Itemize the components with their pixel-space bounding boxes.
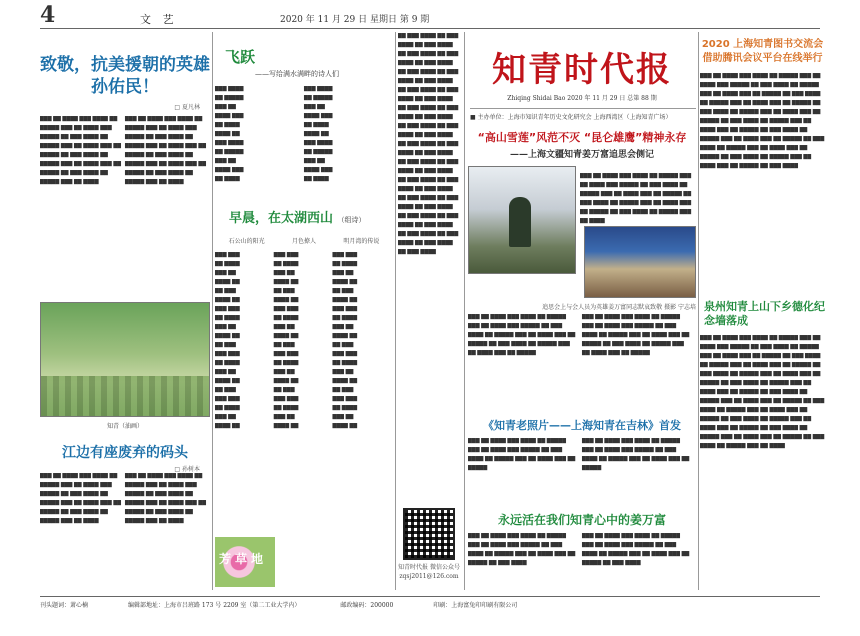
column-e	[700, 32, 825, 592]
photo-caption: 知青（油画）	[106, 423, 143, 430]
footer-printer: 印刷：上海富兔印印刷有限公司	[433, 602, 518, 609]
masthead-subtitle: Zhiqing Shidai Bao 2020 年 11 月 29 日 总第 88 期	[507, 95, 657, 102]
article-byline-2: □ 孙树本	[174, 466, 200, 473]
article-body: ▇▇▇ ▇▇ ▇▇▇▇ ▇▇▇ ▇▇▇▇ ▇▇ ▇▇▇▇▇ ▇▇▇ ▇▇ ▇▇▇▇ ▇▇▇ ▇▇▇▇▇ ▇▇ ▇▇▇ ▇▇▇▇ ▇▇ ▇▇▇▇▇ ▇▇▇ ▇▇ ▇▇▇▇ ▇▇▇ ▇▇ ▇▇▇▇▇ ▇▇ ▇▇▇ ▇▇▇▇ ▇▇ ▇▇▇▇▇ ▇▇▇ ▇▇ ▇▇▇▇ ▇▇▇ ▇▇ ▇▇▇▇▇ ▇▇ ▇▇▇ ▇▇▇▇ ▇▇ ▇▇▇▇▇ ▇▇▇ ▇▇ ▇▇▇▇ ▇▇▇ ▇▇ ▇▇▇▇ ▇▇▇ ▇▇▇▇ ▇▇ ▇▇▇▇▇ ▇▇▇ ▇▇ ▇▇▇▇ ▇▇▇ ▇▇▇▇▇ ▇▇ ▇▇▇ ▇▇▇▇ ▇▇ ▇▇▇▇▇ ▇▇▇ ▇▇ ▇▇▇▇ ▇▇▇ ▇▇ ▇▇▇▇▇ ▇▇ ▇▇▇ ▇▇▇▇ ▇▇ ▇▇▇▇▇ ▇▇▇ ▇▇ ▇▇▇▇ ▇▇▇ ▇▇ ▇▇▇▇▇ ▇▇ ▇▇▇ ▇▇▇▇ ▇▇ ▇▇▇▇▇ ▇▇▇ ▇▇ ▇▇▇▇	[40, 116, 207, 185]
article-headline-2: 江边有座废弃的码头	[62, 445, 188, 461]
footer-postcode: 邮政编码：200000	[340, 602, 394, 609]
poem-body: ▇▇▇ ▇▇▇▇ ▇▇ ▇▇▇▇▇ ▇▇▇ ▇▇ ▇▇▇▇ ▇▇▇ ▇▇ ▇▇▇▇ ▇▇▇▇ ▇▇ ▇▇▇ ▇▇▇▇ ▇▇ ▇▇▇▇▇ ▇▇▇ ▇▇ ▇▇▇▇ ▇▇▇ ▇▇ ▇▇▇▇ ▇▇▇ ▇▇▇▇ ▇▇ ▇▇▇▇▇ ▇▇▇ ▇▇ ▇▇▇▇ ▇▇▇ ▇▇ ▇▇▇▇ ▇▇▇▇ ▇▇ ▇▇▇ ▇▇▇▇ ▇▇ ▇▇▇▇▇ ▇▇▇ ▇▇ ▇▇▇▇ ▇▇▇ ▇▇ ▇▇▇▇	[215, 86, 333, 182]
page-footer	[40, 596, 820, 609]
poem-title: 飞跃	[225, 48, 256, 66]
poem-subtitle-1: 石公山的阳光	[228, 238, 265, 245]
memorial-headline: 永远活在我们知青心中的姜万富	[497, 513, 666, 527]
oil-painting-photo	[40, 302, 210, 417]
header-rule	[40, 28, 820, 29]
feature-block	[468, 166, 696, 296]
article-headline: 致敬，抗美援朝的英雄孙佑民！	[40, 55, 210, 97]
masthead: 知青时代报	[492, 50, 672, 90]
article-byline: □ 夏凡林	[174, 104, 200, 111]
column-c	[398, 32, 460, 592]
poem-title-2-note: （组诗）	[337, 216, 366, 224]
memorial-wall-body: ▇▇▇ ▇▇ ▇▇▇▇ ▇▇▇ ▇▇▇▇ ▇▇ ▇▇▇▇▇ ▇▇▇ ▇▇ ▇▇▇▇ ▇▇▇ ▇▇▇▇▇ ▇▇ ▇▇▇ ▇▇▇▇ ▇▇ ▇▇▇▇▇ ▇▇▇ ▇▇ ▇▇▇▇ ▇▇▇ ▇▇ ▇▇▇▇▇ ▇▇ ▇▇▇ ▇▇▇▇ ▇▇ ▇▇▇▇▇ ▇▇▇ ▇▇ ▇▇▇▇ ▇▇▇ ▇▇ ▇▇▇▇▇ ▇▇ ▇▇▇ ▇▇▇▇ ▇▇ ▇▇▇▇▇ ▇▇▇ ▇▇ ▇▇▇▇ ▇▇▇ ▇▇ ▇▇▇▇▇ ▇▇ ▇▇▇ ▇▇▇▇ ▇▇ ▇▇▇▇▇ ▇▇▇ ▇▇ ▇▇▇▇ ▇▇▇ ▇▇ ▇▇▇▇▇ ▇▇ ▇▇▇ ▇▇▇▇ ▇▇ ▇▇▇▇▇ ▇▇▇ ▇▇ ▇▇▇▇ ▇▇▇ ▇▇ ▇▇▇▇▇ ▇▇ ▇▇▇ ▇▇▇▇ ▇▇ ▇▇▇▇▇ ▇▇▇ ▇▇ ▇▇▇▇ ▇▇▇ ▇▇ ▇▇▇▇▇ ▇▇ ▇▇▇ ▇▇▇▇ ▇▇ ▇▇▇▇▇ ▇▇▇ ▇▇ ▇▇▇▇ ▇▇▇ ▇▇ ▇▇▇▇▇ ▇▇ ▇▇▇ ▇▇▇▇ ▇▇ ▇▇▇▇▇ ▇▇▇ ▇▇ ▇▇▇▇ ▇▇▇ ▇▇ ▇▇▇▇▇ ▇▇ ▇▇▇ ▇▇▇▇ ▇▇ ▇▇▇▇▇ ▇▇▇ ▇▇ ▇▇▇▇	[700, 335, 825, 449]
book-launch-body: ▇▇▇ ▇▇ ▇▇▇▇ ▇▇▇ ▇▇▇▇ ▇▇ ▇▇▇▇▇ ▇▇▇ ▇▇ ▇▇▇▇ ▇▇▇ ▇▇▇▇▇ ▇▇ ▇▇▇ ▇▇▇▇ ▇▇ ▇▇▇▇▇ ▇▇▇ ▇▇ ▇▇▇▇ ▇▇▇ ▇▇ ▇▇▇▇▇ ▇▇▇ ▇▇ ▇▇▇▇ ▇▇▇ ▇▇▇▇ ▇▇ ▇▇▇▇▇ ▇▇▇ ▇▇ ▇▇▇▇ ▇▇▇ ▇▇▇▇▇ ▇▇ ▇▇▇ ▇▇▇▇ ▇▇ ▇▇▇▇▇ ▇▇▇ ▇▇ ▇▇▇▇ ▇▇▇ ▇▇ ▇▇▇▇▇	[468, 438, 690, 471]
feature-body: ▇▇▇ ▇▇ ▇▇▇▇ ▇▇▇ ▇▇▇▇ ▇▇ ▇▇▇▇▇ ▇▇▇ ▇▇ ▇▇▇▇ ▇▇▇ ▇▇▇▇▇ ▇▇ ▇▇▇ ▇▇▇▇ ▇▇ ▇▇▇▇▇ ▇▇▇ ▇▇ ▇▇▇▇ ▇▇▇ ▇▇ ▇▇▇▇▇ ▇▇ ▇▇▇ ▇▇▇▇ ▇▇ ▇▇▇▇▇ ▇▇▇ ▇▇ ▇▇▇▇ ▇▇▇ ▇▇ ▇▇▇▇▇ ▇▇ ▇▇▇ ▇▇▇▇ ▇▇ ▇▇▇▇▇ ▇▇▇ ▇▇ ▇▇▇▇	[580, 173, 692, 224]
photo-figure	[509, 197, 531, 247]
organizer-line: ■ 主办单位：上海市知识青年历史文化研究会 上海西湾区（上海知青广场）	[470, 108, 696, 121]
column-divider	[212, 32, 213, 590]
feature-photo	[468, 166, 576, 274]
issue-date: 2020 年 11 月 29 日 星期日 第 9 期	[280, 15, 430, 25]
column-d	[468, 32, 696, 592]
footer-address: 编辑部地址：上海市吕班路 173 号 2209 室（第二工业大学内）	[128, 602, 301, 609]
poem-subtitle-3: 明月湾的传说	[343, 238, 380, 245]
footer-editor: 刊头题词：萧心楠	[40, 602, 89, 609]
conference-body: ▇▇▇ ▇▇ ▇▇▇▇ ▇▇▇ ▇▇▇▇ ▇▇ ▇▇▇▇▇ ▇▇▇ ▇▇ ▇▇▇▇ ▇▇▇ ▇▇▇▇▇ ▇▇ ▇▇▇ ▇▇▇▇ ▇▇ ▇▇▇▇▇ ▇▇▇ ▇▇ ▇▇▇▇ ▇▇▇ ▇▇ ▇▇▇▇▇ ▇▇ ▇▇▇ ▇▇▇▇ ▇▇ ▇▇▇▇▇ ▇▇▇ ▇▇ ▇▇▇▇ ▇▇▇ ▇▇ ▇▇▇▇▇ ▇▇ ▇▇▇ ▇▇▇▇ ▇▇ ▇▇▇▇▇ ▇▇▇ ▇▇ ▇▇▇▇ ▇▇▇ ▇▇ ▇▇▇▇▇ ▇▇ ▇▇▇ ▇▇▇▇ ▇▇ ▇▇▇▇▇ ▇▇▇ ▇▇ ▇▇▇▇ ▇▇▇ ▇▇ ▇▇▇▇▇ ▇▇ ▇▇▇ ▇▇▇▇ ▇▇ ▇▇▇▇▇ ▇▇▇ ▇▇ ▇▇▇▇ ▇▇▇ ▇▇ ▇▇▇▇▇ ▇▇ ▇▇▇ ▇▇▇▇ ▇▇ ▇▇▇▇▇ ▇▇▇ ▇▇ ▇▇▇▇ ▇▇▇ ▇▇ ▇▇▇▇▇ ▇▇ ▇▇▇ ▇▇▇▇ ▇▇ ▇▇▇▇▇ ▇▇▇ ▇▇ ▇▇▇▇ ▇▇▇ ▇▇ ▇▇▇▇▇ ▇▇ ▇▇▇ ▇▇▇▇	[700, 73, 825, 169]
poem-subtitle-2: 月色撩人	[291, 238, 316, 245]
poem-title-2-text: 早晨，在太湖西山	[229, 211, 334, 226]
feature-body-2: ▇▇▇ ▇▇ ▇▇▇▇ ▇▇▇ ▇▇▇▇ ▇▇ ▇▇▇▇▇ ▇▇▇ ▇▇ ▇▇▇▇ ▇▇▇ ▇▇▇▇▇ ▇▇ ▇▇▇ ▇▇▇▇ ▇▇ ▇▇▇▇▇ ▇▇▇ ▇▇ ▇▇▇▇ ▇▇▇ ▇▇ ▇▇▇▇▇ ▇▇ ▇▇▇ ▇▇▇▇ ▇▇ ▇▇▇▇▇ ▇▇▇ ▇▇ ▇▇▇▇ ▇▇▇ ▇▇ ▇▇▇▇▇ ▇▇▇ ▇▇ ▇▇▇▇ ▇▇▇ ▇▇▇▇ ▇▇ ▇▇▇▇▇ ▇▇▇ ▇▇ ▇▇▇▇ ▇▇▇ ▇▇▇▇▇ ▇▇ ▇▇▇ ▇▇▇▇ ▇▇ ▇▇▇▇▇ ▇▇▇ ▇▇ ▇▇▇▇ ▇▇▇ ▇▇ ▇▇▇▇▇ ▇▇ ▇▇▇ ▇▇▇▇ ▇▇ ▇▇▇▇▇ ▇▇▇ ▇▇ ▇▇▇▇ ▇▇▇ ▇▇ ▇▇▇▇▇	[468, 314, 690, 356]
flower-title: 芳草地	[219, 552, 268, 566]
column-divider	[464, 32, 465, 590]
painting-field	[41, 376, 209, 416]
memorial-body: ▇▇▇ ▇▇ ▇▇▇▇ ▇▇▇ ▇▇▇▇ ▇▇ ▇▇▇▇▇ ▇▇▇ ▇▇ ▇▇▇▇ ▇▇▇ ▇▇▇▇▇ ▇▇ ▇▇▇ ▇▇▇▇ ▇▇ ▇▇▇▇▇ ▇▇▇ ▇▇ ▇▇▇▇ ▇▇▇ ▇▇ ▇▇▇▇▇ ▇▇ ▇▇▇ ▇▇▇▇ ▇▇▇ ▇▇ ▇▇▇▇ ▇▇▇ ▇▇▇▇ ▇▇ ▇▇▇▇▇ ▇▇▇ ▇▇ ▇▇▇▇ ▇▇▇ ▇▇▇▇▇ ▇▇ ▇▇▇ ▇▇▇▇ ▇▇ ▇▇▇▇▇ ▇▇▇ ▇▇ ▇▇▇▇ ▇▇▇ ▇▇ ▇▇▇▇▇ ▇▇ ▇▇▇ ▇▇▇▇	[468, 533, 690, 566]
poem-subtitles	[215, 234, 393, 247]
ceremony-photo	[584, 226, 696, 298]
poem-subtitle: ——写给满水满畔的诗人们	[255, 70, 339, 78]
conference-headline: 2020 上海知青图书交流会借助腾讯会议平台在线举行	[701, 39, 824, 64]
column-divider	[395, 32, 396, 590]
column-b	[215, 32, 393, 592]
narrow-article-body: ▇▇ ▇▇▇ ▇▇▇▇ ▇▇ ▇▇▇ ▇▇▇▇ ▇▇ ▇▇▇ ▇▇▇▇ ▇▇ ▇▇▇ ▇▇▇▇ ▇▇ ▇▇▇ ▇▇▇▇ ▇▇ ▇▇▇ ▇▇▇▇ ▇▇ ▇▇▇ ▇▇▇▇ ▇▇ ▇▇▇ ▇▇▇▇ ▇▇ ▇▇▇ ▇▇▇▇ ▇▇ ▇▇▇ ▇▇▇▇ ▇▇ ▇▇▇ ▇▇▇▇ ▇▇ ▇▇▇ ▇▇▇▇ ▇▇ ▇▇▇ ▇▇▇▇ ▇▇ ▇▇▇ ▇▇▇▇ ▇▇ ▇▇▇ ▇▇▇▇ ▇▇ ▇▇▇ ▇▇▇▇ ▇▇ ▇▇▇ ▇▇▇▇ ▇▇ ▇▇▇ ▇▇▇▇ ▇▇ ▇▇▇ ▇▇▇▇ ▇▇ ▇▇▇ ▇▇▇▇ ▇▇ ▇▇▇ ▇▇▇▇ ▇▇ ▇▇▇ ▇▇▇▇ ▇▇ ▇▇▇ ▇▇▇▇ ▇▇ ▇▇▇ ▇▇▇▇ ▇▇ ▇▇▇ ▇▇▇▇ ▇▇ ▇▇▇ ▇▇▇▇ ▇▇ ▇▇▇ ▇▇▇▇ ▇▇ ▇▇▇ ▇▇▇▇ ▇▇ ▇▇▇ ▇▇▇▇ ▇▇ ▇▇▇ ▇▇▇▇ ▇▇ ▇▇▇ ▇▇▇▇ ▇▇ ▇▇▇ ▇▇▇▇ ▇▇ ▇▇▇ ▇▇▇▇ ▇▇ ▇▇▇ ▇▇▇▇ ▇▇ ▇▇▇ ▇▇▇▇ ▇▇ ▇▇▇ ▇▇▇▇ ▇▇ ▇▇▇ ▇▇▇▇	[398, 33, 459, 255]
feature-headline: “高山雪莲”风范不灭 “昆仑雄鹰”精神永存	[477, 131, 687, 144]
column-a	[40, 32, 210, 592]
column-divider	[698, 32, 699, 590]
qr-caption: 知青时代报 微信公众号	[398, 564, 460, 571]
poem-title-2	[229, 207, 393, 226]
memorial-wall-headline: 泉州知青上山下乡德化纪念墙落成	[704, 300, 825, 327]
poem-body-2: ▇▇▇ ▇▇▇ ▇▇ ▇▇▇▇ ▇▇▇ ▇▇ ▇▇▇▇ ▇▇ ▇▇ ▇▇▇ ▇▇▇▇ ▇▇ ▇▇▇ ▇▇▇ ▇▇ ▇▇▇▇ ▇▇▇ ▇▇ ▇▇▇▇ ▇▇ ▇▇ ▇▇▇ ▇▇▇ ▇▇▇ ▇▇ ▇▇▇▇ ▇▇▇ ▇▇ ▇▇▇▇ ▇▇ ▇▇ ▇▇▇ ▇▇▇ ▇▇▇ ▇▇ ▇▇▇▇ ▇▇▇ ▇▇ ▇▇▇▇ ▇▇ ▇▇▇ ▇▇▇ ▇▇ ▇▇▇▇ ▇▇▇ ▇▇ ▇▇▇▇ ▇▇ ▇▇ ▇▇▇ ▇▇▇▇ ▇▇ ▇▇▇ ▇▇▇ ▇▇ ▇▇▇▇ ▇▇▇ ▇▇ ▇▇▇▇ ▇▇ ▇▇ ▇▇▇ ▇▇▇ ▇▇▇ ▇▇ ▇▇▇▇ ▇▇▇ ▇▇ ▇▇▇▇ ▇▇ ▇▇ ▇▇▇ ▇▇▇ ▇▇▇ ▇▇ ▇▇▇▇ ▇▇▇ ▇▇ ▇▇▇▇ ▇▇ ▇▇▇ ▇▇▇ ▇▇ ▇▇▇▇ ▇▇▇ ▇▇ ▇▇▇▇ ▇▇ ▇▇ ▇▇▇ ▇▇▇▇ ▇▇ ▇▇▇ ▇▇▇ ▇▇ ▇▇▇▇ ▇▇▇ ▇▇ ▇▇▇▇ ▇▇ ▇▇ ▇▇▇ ▇▇▇ ▇▇▇ ▇▇ ▇▇▇▇ ▇▇▇ ▇▇ ▇▇▇▇ ▇▇ ▇▇ ▇▇▇ ▇▇▇ ▇▇▇ ▇▇ ▇▇▇▇ ▇▇▇ ▇▇ ▇▇▇▇ ▇▇	[215, 252, 358, 429]
contact-email: zqsj2011@126.com	[399, 573, 459, 580]
qr-code[interactable]	[403, 508, 455, 560]
book-launch-headline: 《知青老照片——上海知青在吉林》首发	[483, 419, 681, 432]
section-name: 文 艺	[140, 13, 178, 26]
feature-subheadline: ——上海文疆知青姜万富追思会侧记	[509, 150, 654, 160]
page-number: 4	[40, 2, 56, 28]
ceremony-caption: 追思会上与会人员为英雄姜万富同志默哀致敬 摄影 宁志培	[542, 304, 696, 311]
article-body-2: ▇▇▇ ▇▇ ▇▇▇▇ ▇▇▇ ▇▇▇▇ ▇▇ ▇▇▇▇▇ ▇▇▇ ▇▇ ▇▇▇▇ ▇▇▇ ▇▇▇▇▇ ▇▇ ▇▇▇ ▇▇▇▇ ▇▇ ▇▇▇▇▇ ▇▇▇ ▇▇ ▇▇▇▇ ▇▇▇ ▇▇ ▇▇▇▇▇ ▇▇ ▇▇▇ ▇▇▇▇ ▇▇ ▇▇▇▇▇ ▇▇▇ ▇▇ ▇▇▇▇ ▇▇▇ ▇▇ ▇▇▇▇ ▇▇▇ ▇▇▇▇ ▇▇ ▇▇▇▇▇ ▇▇▇ ▇▇ ▇▇▇▇ ▇▇▇ ▇▇▇▇▇ ▇▇ ▇▇▇ ▇▇▇▇ ▇▇ ▇▇▇▇▇ ▇▇▇ ▇▇ ▇▇▇▇ ▇▇▇ ▇▇ ▇▇▇▇▇ ▇▇ ▇▇▇ ▇▇▇▇ ▇▇ ▇▇▇▇▇ ▇▇▇ ▇▇ ▇▇▇▇	[40, 473, 207, 524]
page-header	[0, 0, 860, 30]
